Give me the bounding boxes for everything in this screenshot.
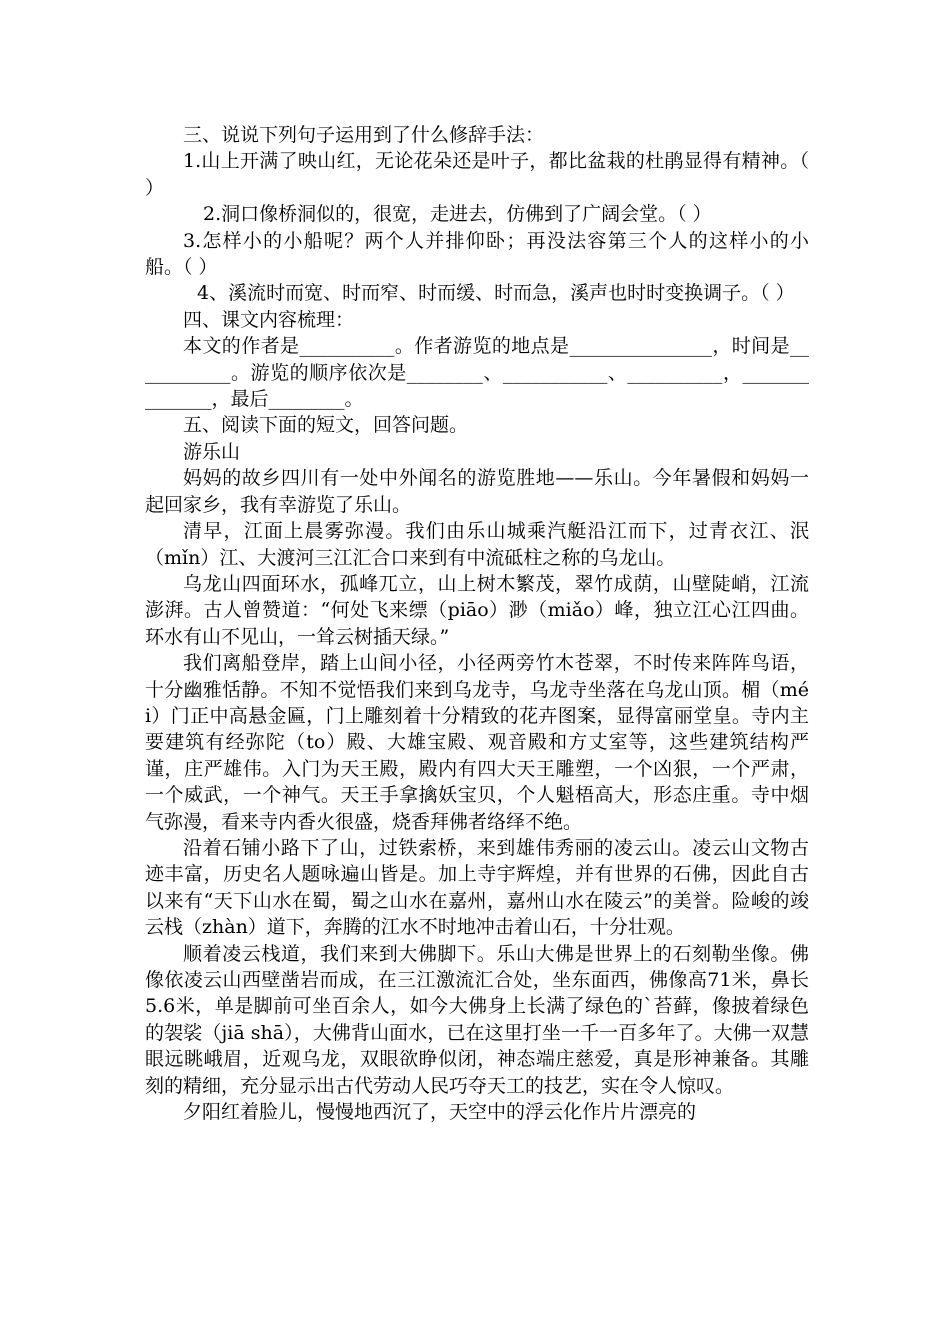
question-1: 1.山上开满了映山红，无论花朵还是叶子，都比盆栽的杜鹃显得有精神。（ ） <box>145 150 809 199</box>
fill-in-blanks: 本文的作者是__________。作者游览的地点是_______________，时间是___________。游览的顺序依次是________、___________、__________，______________，最后________。 <box>145 335 809 411</box>
passage-title: 游乐山 <box>183 440 241 463</box>
passage-paragraph-5: 沿着石铺小路下了山，过铁索桥，来到雄伟秀丽的凌云山。凌云山文物古迹丰富，历史名人题咏遍山皆是。加上寺宇辉煌，并有世界的石佛，因此自古以来有“天下山水在蜀，蜀之山水在嘉州，嘉州山水在陵云”的美誉。险峻的竣云栈（zhàn）道下，奔腾的江水不时地冲击着山石，十分壮观。 <box>145 836 809 939</box>
passage-paragraph-2: 清早，江面上晨雾弥漫。我们由乐山城乘汽艇沿江而下，过青衣江、泯（mǐn）江、大渡河三江汇合口来到有中流砥柱之称的乌龙山。 <box>145 520 809 569</box>
question-3: 3.怎样小的小船呢？两个人并排仰卧；再没法容第三个人的这样小的小船。（ ） <box>145 229 809 279</box>
passage-paragraph-6: 顺着凌云栈道，我们来到大佛脚下。乐山大佛是世界上的石刻勒坐像。佛像依凌云山西壁凿岩而成，在三江激流汇合处，坐东面西，佛像高71米，鼻长5.6米，单是脚前可坐百余人，如今大佛身上长满了绿色的`苔藓，像披着绿色的袈裟（jiā shā），大佛背山面水，已在这里打坐一千一百多年了。大佛一双慧眼远眺峨眉，近观乌龙，双眼欲睁似闭，神态端庄慈爱，真是形神兼备。其雕刻的精细，充分显示出古代劳动人民巧夺天工的技艺，实在令人惊叹。 <box>145 942 809 1097</box>
question-2: 2.洞口像桥洞似的，很宽，走进去，仿佛到了广阔会堂。（ ） <box>203 203 712 226</box>
section-four-heading: 四、课文内容梳理： <box>183 308 355 331</box>
section-three-heading: 三、说说下列句子运用到了什么修辞手法： <box>183 124 545 146</box>
section-five-heading: 五、阅读下面的短文，回答问题。 <box>183 414 469 437</box>
document-body <box>145 122 809 1125</box>
passage-paragraph-4: 我们离船登岸，踏上山间小径，小径两旁竹木苍翠，不时传来阵阵鸟语，十分幽雅恬静。不知不觉悟我们来到乌龙寺，乌龙寺坐落在乌龙山顶。楣（méi）门正中高悬金匾，门上雕刻着十分精致的花卉图案，显得富丽堂皇。寺内主要建筑有经弥陀（to）殿、大雄宝殿、观音殿和方丈室等，这些建筑结构严谨，庄严雄伟。入门为天王殿，殿内有四大天王雕塑，一个凶狠，一个严肃，一个威武，一个神气。天王手拿擒妖宝贝，个人魁梧高大，形态庄重。寺中烟气弥漫，看来寺内香火很盛，烧香拜佛者络绎不绝。 <box>145 652 809 833</box>
passage-paragraph-7: 夕阳红着脸儿，慢慢地西沉了，天空中的浮云化作片片漂亮的 <box>183 1101 697 1124</box>
passage-paragraph-3: 乌龙山四面环水，孤峰兀立，山上树木繁茂，翠竹成荫，山壁陡峭，江流澎湃。古人曾赞道：“何处飞来缥（piāo）渺（miǎo）峰，独立江心江四曲。环水有山不见山，一耸云树插天绿。” <box>145 572 809 648</box>
passage-paragraph-1: 妈妈的故乡四川有一处中外闻名的游览胜地——乐山。今年暑假和妈妈一起回家乡，我有幸游览了乐山。 <box>145 467 809 516</box>
question-4: 4、溪流时而宽、时而窄、时而缓、时而急，溪声也时时变换调子。（ ） <box>197 282 795 305</box>
